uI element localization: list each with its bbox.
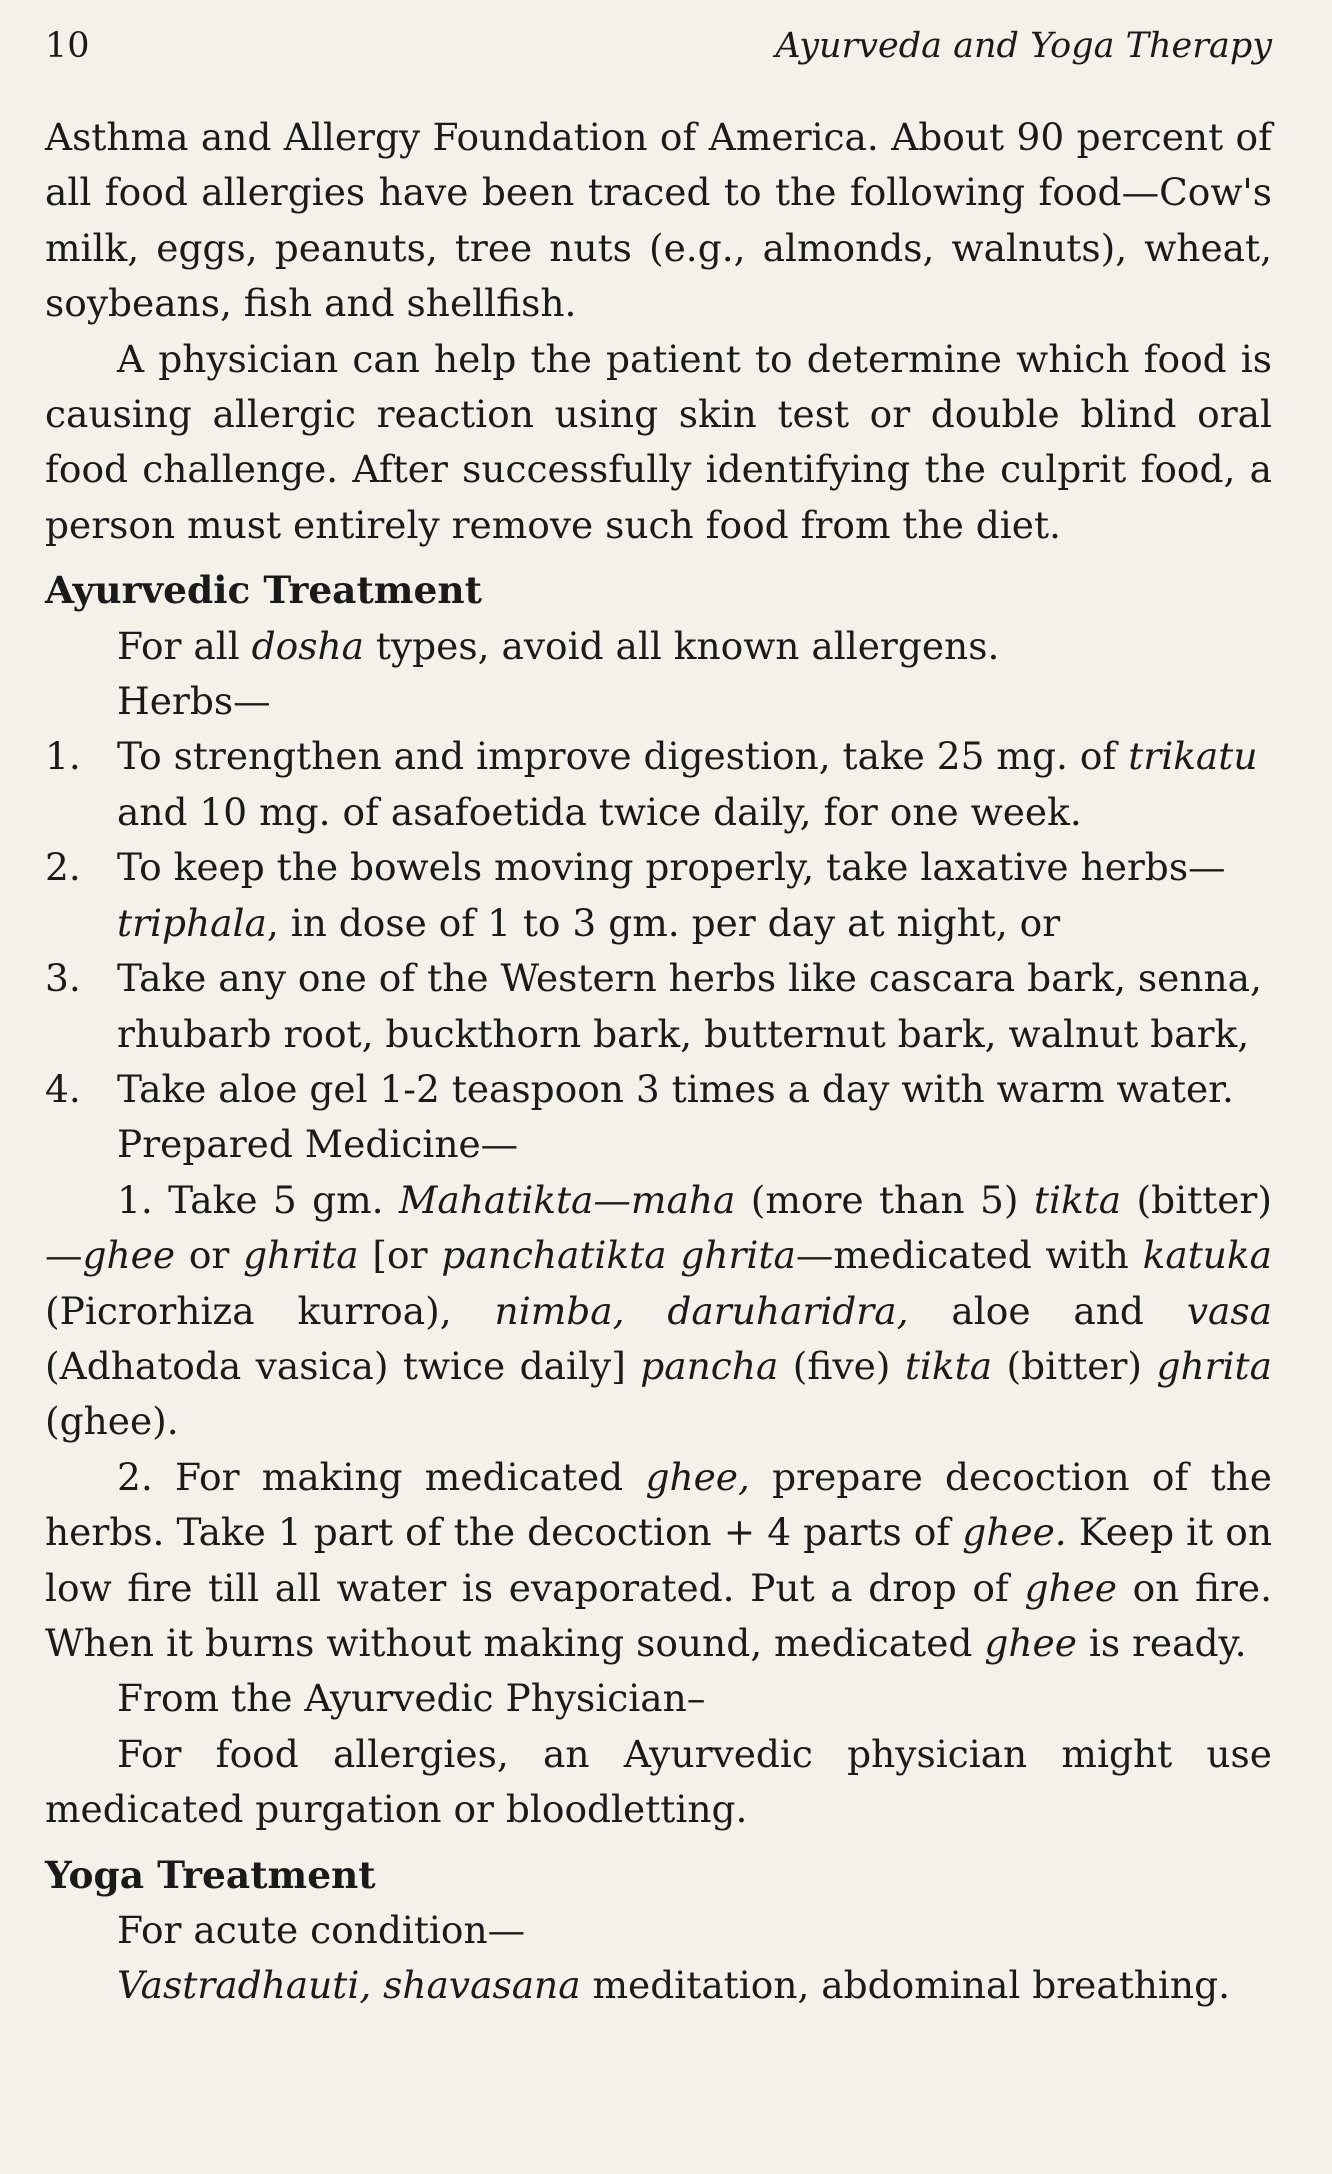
page-number: 10 (45, 26, 90, 66)
prepared-medicine-label: Prepared Medicine— (117, 1122, 519, 1167)
paragraph-dosha: For all dosha types, avoid all known allergens. (117, 623, 1000, 668)
herbs-list (45, 729, 1272, 1117)
body-text (45, 110, 1272, 2014)
paragraph-physician: For food allergies, an Ayurvedic physician might use medicated purgation or bloodletting. (45, 1731, 1272, 1832)
paragraph-yoga: Vastradhauti, shavasana meditation, abdominal breathing. (117, 1963, 1230, 2008)
physician-label: From the Ayurvedic Physician– (117, 1676, 706, 1721)
list-item: 1. To strengthen and improve digestion, take 25 mg. of trikatu and 10 mg. of asafoetida twice daily, for one week. (45, 734, 1258, 834)
acute-condition-label: For acute condition— (117, 1908, 526, 1952)
paragraph-medicine-2: 2. For making medicated ghee, prepare decoction of the herbs. Take 1 part of the decoction + 4 parts of ghee. Keep it on low fire till all water is evaporated. Put a drop of ghee on fire. When it burns without making sound, medicated ghee is ready. (45, 1454, 1273, 1665)
running-head (45, 26, 1272, 88)
list-item: 2. To keep the bowels moving properly, take laxative herbs—triphala, in dose of 1 to 3 gm. per day at night, or (45, 845, 1226, 945)
section-heading-yoga: Yoga Treatment (45, 1852, 376, 1897)
list-item: 3. Take any one of the Western herbs like cascara bark, senna, rhubarb root, buckthorn bark, butternut bark, walnut bark, (45, 956, 1262, 1056)
paragraph-medicine-1: 1. Take 5 gm. Mahatikta—maha (more than 5) tikta (bitter)—ghee or ghrita [or panchatikta ghrita—medicated with katuka (Picrorhiza kurroa), nimba, daruharidra, aloe and vasa (Adhatoda vasica) twice daily] pancha (five) tikta (bitter) ghrita (ghee). (45, 1177, 1272, 1444)
herbs-label: Herbs— (117, 679, 271, 724)
list-item: 4. Take aloe gel 1-2 teaspoon 3 times a day with warm water. (45, 1066, 1234, 1111)
section-heading-ayurvedic: Ayurvedic Treatment (45, 568, 482, 613)
book-title: Ayurveda and Yoga Therapy (775, 26, 1272, 66)
paragraph: A physician can help the patient to determine which food is causing allergic reaction using skin test or double blind oral food challenge. After successfully identifying the culprit food, a person must entirely remove such food from the diet. (45, 336, 1272, 547)
paragraph: Asthma and Allergy Foundation of America. About 90 percent of all food allergies have been traced to the following food—Cow's milk, eggs, peanuts, tree nuts (e.g., almonds, walnuts), wheat, soybeans, fish and shellfish. (45, 115, 1272, 326)
